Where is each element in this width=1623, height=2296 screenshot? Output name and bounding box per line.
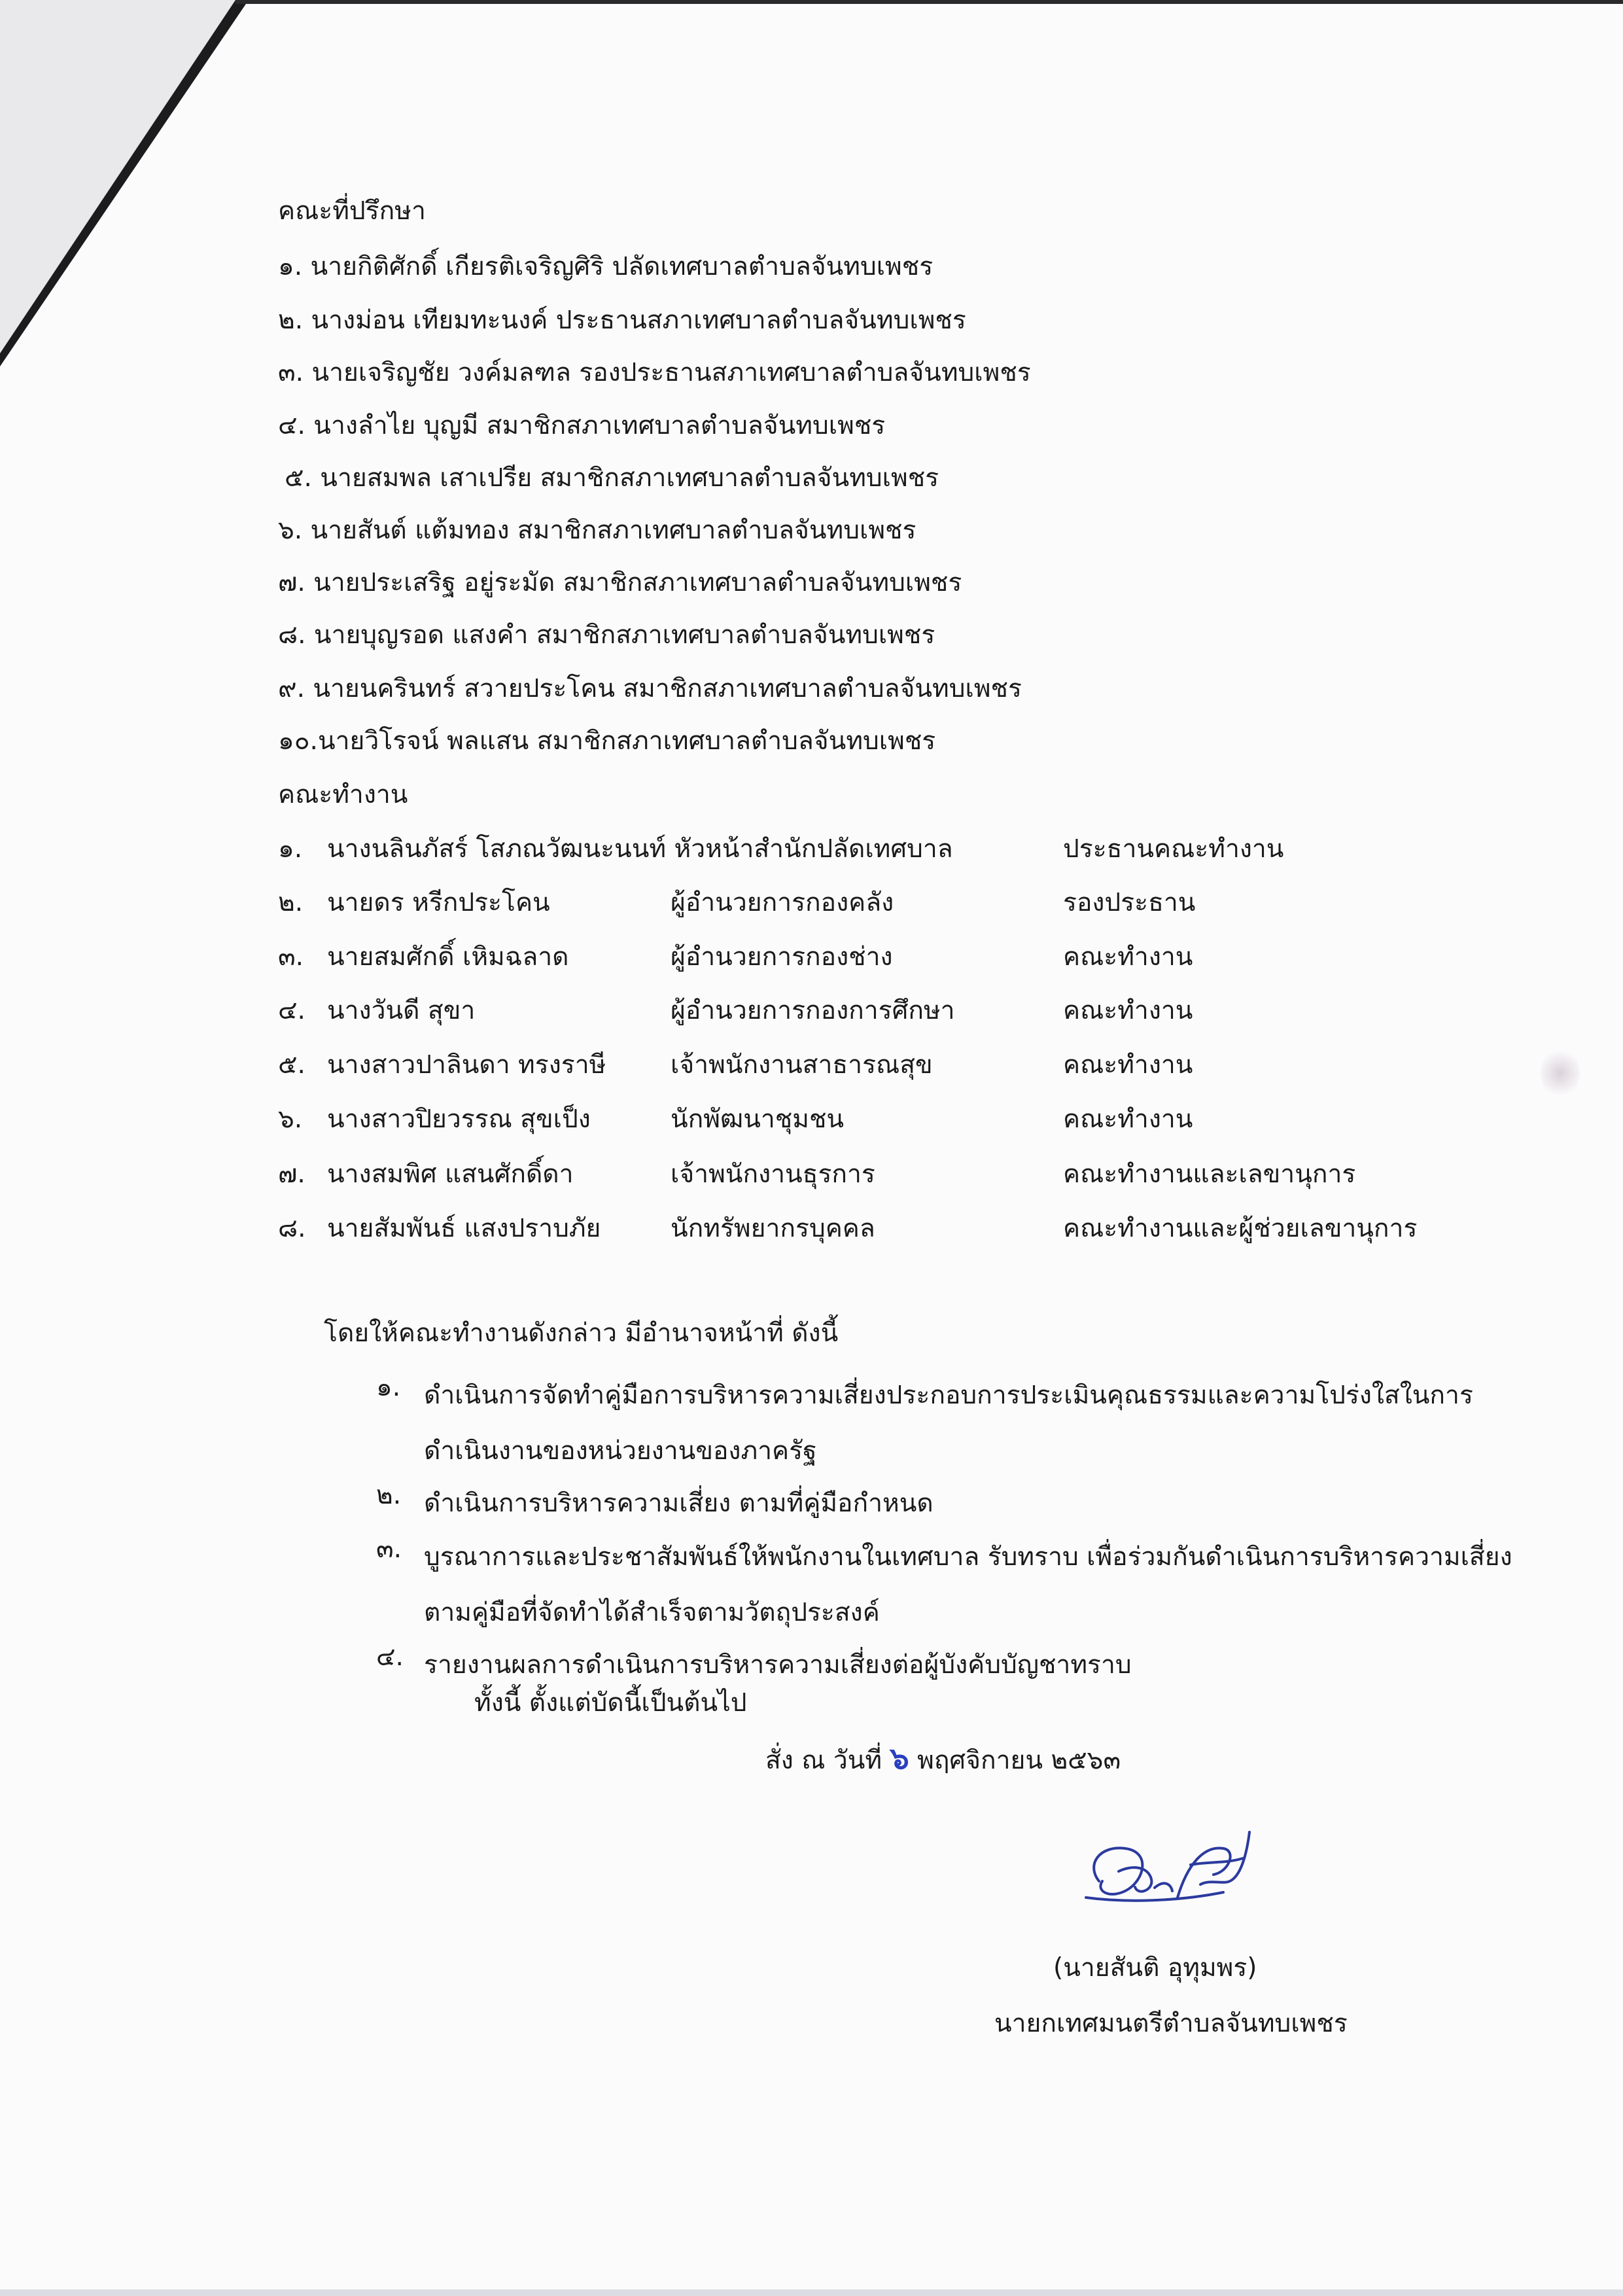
member-role: คณะทำงาน bbox=[1063, 1104, 1193, 1134]
member-name: นายดร หรีกประโคน bbox=[327, 888, 550, 917]
member-name: นางสมพิศ แสนศักดิ์ดา bbox=[327, 1159, 574, 1189]
scan-top-edge bbox=[236, 0, 1623, 4]
row-number: ๕. bbox=[278, 1050, 305, 1080]
handwritten-signature bbox=[1073, 1819, 1269, 1924]
member-role: คณะทำงานและผู้ช่วยเลขานุการ bbox=[1063, 1214, 1418, 1243]
folded-corner bbox=[0, 0, 236, 353]
member-name: นางนลินภัสร์ โสภณวัฒนะนนท์ หัวหน้าสำนักปลัดเทศบาล bbox=[327, 834, 953, 864]
duty-number: ๒. bbox=[376, 1481, 402, 1510]
member-position: เจ้าพนักงานสาธารณสุข bbox=[671, 1050, 933, 1080]
table-row bbox=[0, 1159, 1623, 1199]
scan-bottom-edge bbox=[0, 2289, 1623, 2296]
advisors-heading: คณะที่ปรึกษา bbox=[278, 196, 426, 226]
row-number: ๗. bbox=[278, 1159, 305, 1189]
advisor-item: ๖. นายสันต์ แต้มทอง สมาชิกสภาเทศบาลตำบลจันทบเพชร bbox=[278, 516, 916, 545]
advisor-item: ๕. นายสมพล เสาเปรีย สมาชิกสภาเทศบาลตำบลจันทบเพชร bbox=[285, 463, 939, 493]
duties-intro: โดยให้คณะทำงานดังกล่าว มีอำนาจหน้าที่ ดังนี้ bbox=[324, 1318, 839, 1348]
duty-text: ดำเนินการจัดทำคู่มือการบริหารความเสี่ยงประกอบการประเมินคุณธรรมและความโปร่งใสในการดำเนินงานของหน่วยงานของภาครัฐ bbox=[424, 1381, 1473, 1466]
advisor-item: ๓. นายเจริญชัย วงค์มลฑล รองประธานสภาเทศบาลตำบลจันทบเพชร bbox=[278, 358, 1031, 387]
date-month-year: พฤศจิกายน ๒๕๖๓ bbox=[917, 1746, 1121, 1775]
table-row bbox=[0, 1050, 1623, 1089]
row-number: ๒. bbox=[278, 888, 304, 917]
date-prefix: สั่ง ณ วันที่ bbox=[765, 1746, 882, 1775]
advisor-item: ๘. นายบุญรอด แสงคำ สมาชิกสภาเทศบาลตำบลจันทบเพชร bbox=[278, 620, 935, 650]
advisor-item: ๗. นายประเสริฐ อยู่ระมัด สมาชิกสภาเทศบาลตำบลจันทบเพชร bbox=[278, 568, 962, 597]
advisor-item: ๒. นางม่อน เทียมทะนงค์ ประธานสภาเทศบาลตำบลจันทบเพชร bbox=[278, 306, 966, 335]
advisor-item: ๑. นายกิติศักดิ์ เกียรติเจริญศิริ ปลัดเทศบาลตำบลจันทบเพชร bbox=[278, 252, 934, 281]
advisor-item: ๙. นายนครินทร์ สวายประโคน สมาชิกสภาเทศบาลตำบลจันทบเพชร bbox=[278, 674, 1022, 703]
member-name: นายสัมพันธ์ แสงปราบภัย bbox=[327, 1214, 601, 1243]
member-name: นางสาวปิยวรรณ สุขเป็ง bbox=[327, 1104, 591, 1134]
member-position: นักพัฒนาชุมชน bbox=[671, 1104, 845, 1134]
member-role: คณะทำงาน bbox=[1063, 996, 1193, 1025]
member-role: คณะทำงานและเลขานุการ bbox=[1063, 1159, 1356, 1189]
advisor-item: ๔. นางลำไย บุญมี สมาชิกสภาเทศบาลตำบลจันทบเพชร bbox=[278, 411, 886, 440]
member-role: คณะทำงาน bbox=[1063, 942, 1193, 972]
member-position: ผู้อำนวยการกองช่าง bbox=[671, 942, 893, 972]
row-number: ๔. bbox=[278, 996, 305, 1025]
duty-number: ๑. bbox=[376, 1373, 401, 1402]
working-group-heading: คณะทำงาน bbox=[278, 780, 408, 809]
duty-number: ๔. bbox=[376, 1642, 404, 1672]
table-row bbox=[0, 834, 1623, 874]
table-row bbox=[0, 942, 1623, 981]
member-name: นางวันดี สุขา bbox=[327, 996, 476, 1025]
member-role: รองประธาน bbox=[1063, 888, 1196, 917]
order-date bbox=[765, 1740, 1121, 1776]
duty-text: บูรณาการและประชาสัมพันธ์ให้พนักงานในเทศบาล รับทราบ เพื่อร่วมกันดำเนินการบริหารความเสี่ยงตามคู่มือที่จัดทำได้สำเร็จตามวัตถุประสงค์ bbox=[424, 1542, 1512, 1627]
duty-number: ๓. bbox=[376, 1534, 402, 1564]
member-role: คณะทำงาน bbox=[1063, 1050, 1193, 1080]
member-position: นักทรัพยากรบุคคล bbox=[671, 1214, 875, 1243]
table-row bbox=[0, 1104, 1623, 1144]
signatory-name: (นายสันติ อุทุมพร) bbox=[1053, 1953, 1257, 1983]
row-number: ๑. bbox=[278, 834, 303, 864]
row-number: ๘. bbox=[278, 1214, 306, 1243]
table-row bbox=[0, 888, 1623, 927]
row-number: ๖. bbox=[278, 1104, 303, 1134]
duty-text: รายงานผลการดำเนินการบริหารความเสี่ยงต่อผู้บังคับบัญชาทราบ bbox=[424, 1650, 1132, 1680]
member-name: นายสมศักดิ์ เหิมฉลาด bbox=[327, 942, 569, 972]
member-position: ผู้อำนวยการกองคลัง bbox=[671, 888, 894, 917]
member-position: เจ้าพนักงานธุรการ bbox=[671, 1159, 875, 1189]
table-row bbox=[0, 996, 1623, 1035]
date-day: ๖ bbox=[890, 1740, 909, 1776]
duty-text: ดำเนินการบริหารความเสี่ยง ตามที่คู่มือกำหนด bbox=[424, 1489, 934, 1518]
table-row bbox=[0, 1214, 1623, 1253]
member-role: ประธานคณะทำงาน bbox=[1063, 834, 1284, 864]
advisor-item: ๑๐.นายวิโรจน์ พลแสน สมาชิกสภาเทศบาลตำบลจันทบเพชร bbox=[278, 726, 936, 756]
signatory-title: นายกเทศมนตรีตำบลจันทบเพชร bbox=[994, 2009, 1348, 2038]
member-name: นางสาวปาลินดา ทรงราษี bbox=[327, 1050, 606, 1080]
effective-line: ทั้งนี้ ตั้งแต่บัดนี้เป็นต้นไป bbox=[474, 1688, 747, 1718]
row-number: ๓. bbox=[278, 942, 304, 972]
member-position: ผู้อำนวยการกองการศึกษา bbox=[671, 996, 955, 1025]
